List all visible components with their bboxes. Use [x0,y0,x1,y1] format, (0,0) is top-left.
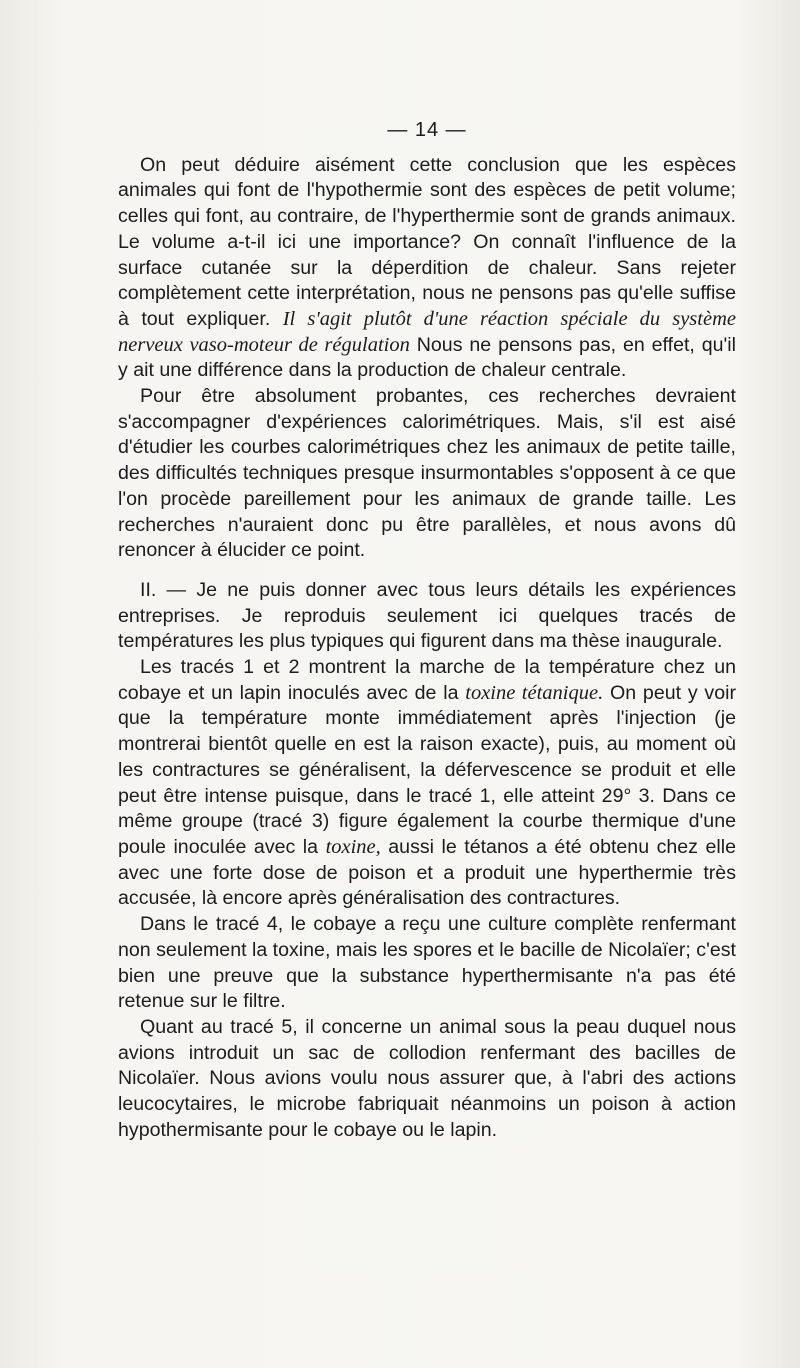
italic-emphasis: Il s'agit plutôt d'une réaction spéciale du système nerveux vaso-moteur de régulation [118,307,736,356]
paragraph-section-ii-intro: II. — Je ne puis donner avec tous leurs détails les expériences entreprises. Je reproduis seulement ici quelques tracés de températures les plus typiques qui figurent dans ma thèse inaugurale. [118,578,736,653]
paragraph-trace-4: Dans le tracé 4, le cobaye a reçu une culture complète renfermant non seulement la toxine, mais les spores et le bacille de Nicolaïer; c'est bien une preuve que la substance hyperthermisante n'a pas été retenue sur le filtre. [118,913,736,1013]
paragraph-traces-1-3 [118,655,736,912]
paragraph-volume-interpretation [118,153,736,384]
paragraph-text: On peut déduire aisément cette conclusion que les espèces animales qui font de l'hypothermie sont des espèces de petit volume; celles qui font, au contraire, de l'hyperthermie sont de grands animaux. Le volume a-t-il ici une importance? On connaît l'influence de la surface cutanée sur la déperdition de chaleur. Sans rejeter complètement cette interprétation, nous ne pensons pas qu'elle suffise à tout expliquer. [118,153,736,330]
paragraph-calorimetry: Pour être absolument probantes, ces recherches devraient s'accompagner d'expériences calorimétriques. Mais, s'il est aisé d'étudier les courbes calorimétriques chez les animaux de petite taille, des difficultés techniques presque insurmontables s'opposent à ce que l'on procède pareillement pour les animaux de grande taille. Les recherches n'auraient donc pu être parallèles, et nous avons dû renoncer à élucider ce point. [118,385,736,562]
italic-emphasis: toxine tétanique. [465,681,604,704]
paragraph-trace-5: Quant au tracé 5, il concerne un animal sous la peau duquel nous avions introduit un sac de collodion renfermant des bacilles de Nicolaïer. Nous avions voulu nous assurer que, à l'abri des actions leucocytaires, le microbe fabriquait néanmoins un poison à action hypothermisante pour le cobaye ou le lapin. [118,1015,736,1141]
paragraph-text: On peut y voir que la température monte immédiatement après l'injection (je montrerai bientôt quelle en est la raison exacte), puis, au moment où les contractures se généralisent, la défervescence se produit et elle peut être intense puisque, dans le tracé 1, elle atteint 29° 3. Dans ce même groupe (tracé 3) figure également la courbe thermique d'une poule inoculée avec la [118,681,736,858]
page-number: — 14 — [387,119,467,141]
paragraph-text: aussi le tétanos a été obtenu chez elle avec une forte dose de poison et a produit une hyperthermie très accusée, là encore après généralisation des contractures. [118,835,736,910]
italic-emphasis: toxine, [325,835,381,858]
text-block [118,118,736,1143]
paragraph-text: Les tracés 1 et 2 montrent la marche de la température chez un cobaye et un lapin inoculés avec de la [118,656,736,704]
paragraph-text: Nous ne pensons pas, en effet, qu'il y ait une différence dans la production de chaleur centrale. [118,333,736,382]
